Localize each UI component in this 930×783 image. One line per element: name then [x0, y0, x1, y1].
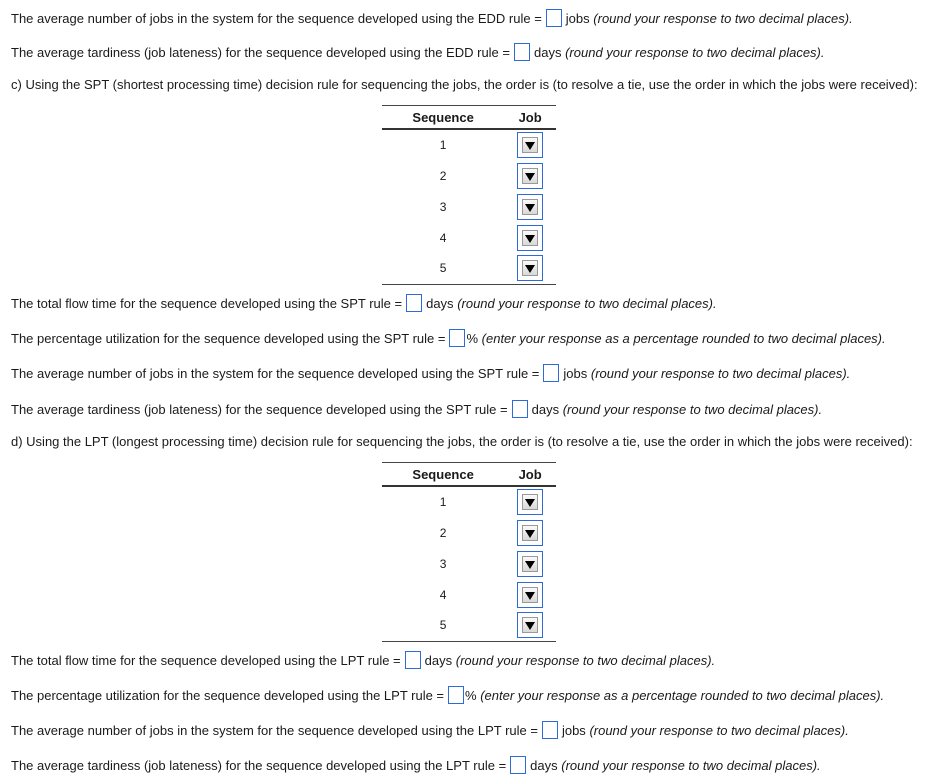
- col-sequence: Sequence: [382, 463, 504, 487]
- chevron-down-icon[interactable]: [522, 168, 538, 184]
- col-job: Job: [504, 463, 556, 487]
- table-row: [382, 191, 556, 222]
- lpt-heading: [11, 430, 913, 452]
- unit: jobs: [561, 722, 586, 738]
- sequence-number: 1: [439, 138, 447, 152]
- sequence-number: 5: [382, 610, 504, 641]
- chevron-down-icon[interactable]: [522, 617, 538, 633]
- spt-job-select-1[interactable]: [517, 132, 543, 158]
- unit: days: [534, 44, 562, 60]
- spt-utilization-line: [11, 327, 886, 349]
- table-row: [382, 253, 556, 284]
- table-row: [382, 610, 556, 641]
- col-sequence: Sequence: [382, 106, 504, 130]
- lpt-job-select-3[interactable]: [517, 551, 543, 577]
- table-row: [382, 486, 556, 517]
- chevron-down-icon[interactable]: [522, 556, 538, 572]
- table-row: [382, 222, 556, 253]
- spt-avg-tardiness-input[interactable]: [512, 400, 528, 418]
- lpt-avg-tardiness-label: The average tardiness (job lateness) for the sequence developed using the LPT rule =: [11, 757, 507, 773]
- spt-heading: [11, 73, 918, 95]
- sequence-number: 1: [439, 495, 447, 509]
- spt-total-flow-input[interactable]: [406, 294, 422, 312]
- instruction-note: (round your response to two decimal places).: [589, 722, 849, 738]
- edd-avg-tardiness-input[interactable]: [514, 43, 530, 61]
- spt-total-flow-label: The total flow time for the sequence developed using the SPT rule =: [11, 295, 403, 311]
- col-job: Job: [504, 106, 556, 130]
- lpt-job-select-4[interactable]: [517, 582, 543, 608]
- instruction-note: (round your response to two decimal places).: [562, 401, 823, 417]
- lpt-avg-jobs-input[interactable]: [542, 721, 558, 739]
- instruction-note: (round your response to two decimal places).: [561, 757, 821, 773]
- spt-sequence-table: [382, 105, 556, 285]
- chevron-down-icon[interactable]: [522, 199, 538, 215]
- spt-heading-text: c) Using the SPT (shortest processing time) decision rule for sequencing the jobs, the order is (to resolve a tie, use the order in which the jobs were received):: [11, 76, 918, 92]
- edd-avg-jobs-label: The average number of jobs in the system for the sequence developed using the EDD rule =: [11, 10, 542, 26]
- table-row: [382, 129, 556, 160]
- spt-avg-tardiness-line: [11, 398, 822, 420]
- sequence-number: 3: [439, 199, 447, 214]
- spt-avg-tardiness-label: The average tardiness (job lateness) for the sequence developed using the SPT rule =: [11, 401, 508, 417]
- instruction-note: (enter your response as a percentage rounded to two decimal places).: [480, 687, 885, 703]
- lpt-avg-tardiness-line: [11, 754, 821, 776]
- spt-avg-jobs-label: The average number of jobs in the system for the sequence developed using the SPT rule =: [11, 365, 540, 381]
- lpt-job-select-1[interactable]: [517, 489, 543, 515]
- unit: jobs: [563, 365, 588, 381]
- lpt-utilization-input[interactable]: [448, 686, 464, 704]
- instruction-note: (round your response to two decimal places).: [590, 365, 851, 381]
- edd-avg-jobs-line: [11, 7, 853, 29]
- spt-job-select-3[interactable]: [517, 194, 543, 220]
- instruction-note: (round your response to two decimal places).: [593, 10, 853, 26]
- sequence-number: 5: [382, 253, 504, 284]
- edd-avg-tardiness-line: [11, 41, 825, 63]
- lpt-total-flow-input[interactable]: [405, 651, 421, 669]
- lpt-sequence-table: [382, 462, 556, 642]
- spt-job-select-5[interactable]: [517, 255, 543, 281]
- unit: %: [466, 330, 479, 346]
- spt-utilization-input[interactable]: [449, 329, 465, 347]
- lpt-job-select-2[interactable]: [517, 520, 543, 546]
- unit: days: [531, 401, 560, 417]
- unit: jobs: [565, 10, 590, 26]
- instruction-note: (round your response to two decimal places).: [565, 44, 825, 60]
- instruction-note: (enter your response as a percentage rounded to two decimal places).: [481, 330, 886, 346]
- sequence-number: 4: [439, 587, 447, 602]
- sequence-number: 3: [439, 556, 447, 571]
- spt-total-flow-line: [11, 292, 717, 314]
- chevron-down-icon[interactable]: [522, 587, 538, 603]
- lpt-avg-tardiness-input[interactable]: [510, 756, 526, 774]
- sequence-number: 2: [439, 525, 447, 540]
- spt-job-select-4[interactable]: [517, 225, 543, 251]
- table-row: [382, 160, 556, 191]
- sequence-number: 4: [439, 230, 447, 245]
- lpt-job-select-5[interactable]: [517, 612, 543, 638]
- chevron-down-icon[interactable]: [522, 230, 538, 246]
- lpt-heading-text: d) Using the LPT (longest processing time) decision rule for sequencing the jobs, the order is (to resolve a tie, use the order in which the jobs were received):: [11, 433, 913, 449]
- spt-job-select-2[interactable]: [517, 163, 543, 189]
- chevron-down-icon[interactable]: [522, 260, 538, 276]
- edd-avg-tardiness-label: The average tardiness (job lateness) for the sequence developed using the EDD rule =: [11, 44, 510, 60]
- table-row: [382, 548, 556, 579]
- instruction-note: (round your response to two decimal places).: [457, 295, 717, 311]
- lpt-avg-jobs-label: The average number of jobs in the system for the sequence developed using the LPT rule =: [11, 722, 538, 738]
- chevron-down-icon[interactable]: [522, 525, 538, 541]
- unit: days: [530, 757, 558, 773]
- spt-utilization-label: The percentage utilization for the sequence developed using the SPT rule =: [11, 330, 446, 346]
- table-row: [382, 517, 556, 548]
- spt-avg-jobs-input[interactable]: [543, 364, 559, 382]
- lpt-utilization-label: The percentage utilization for the sequence developed using the LPT rule =: [11, 687, 445, 703]
- unit: %: [465, 687, 477, 703]
- lpt-total-flow-line: [11, 649, 715, 671]
- lpt-avg-jobs-line: [11, 719, 849, 741]
- unit: days: [426, 295, 454, 311]
- unit: days: [424, 652, 453, 668]
- sequence-number: 2: [439, 168, 447, 183]
- table-row: [382, 579, 556, 610]
- instruction-note: (round your response to two decimal places).: [455, 652, 716, 668]
- lpt-utilization-line: [11, 684, 884, 706]
- chevron-down-icon[interactable]: [522, 137, 538, 153]
- edd-avg-jobs-input[interactable]: [546, 9, 562, 27]
- lpt-total-flow-label: The total flow time for the sequence developed using the LPT rule =: [11, 652, 401, 668]
- chevron-down-icon[interactable]: [522, 494, 538, 510]
- spt-avg-jobs-line: [11, 362, 850, 384]
